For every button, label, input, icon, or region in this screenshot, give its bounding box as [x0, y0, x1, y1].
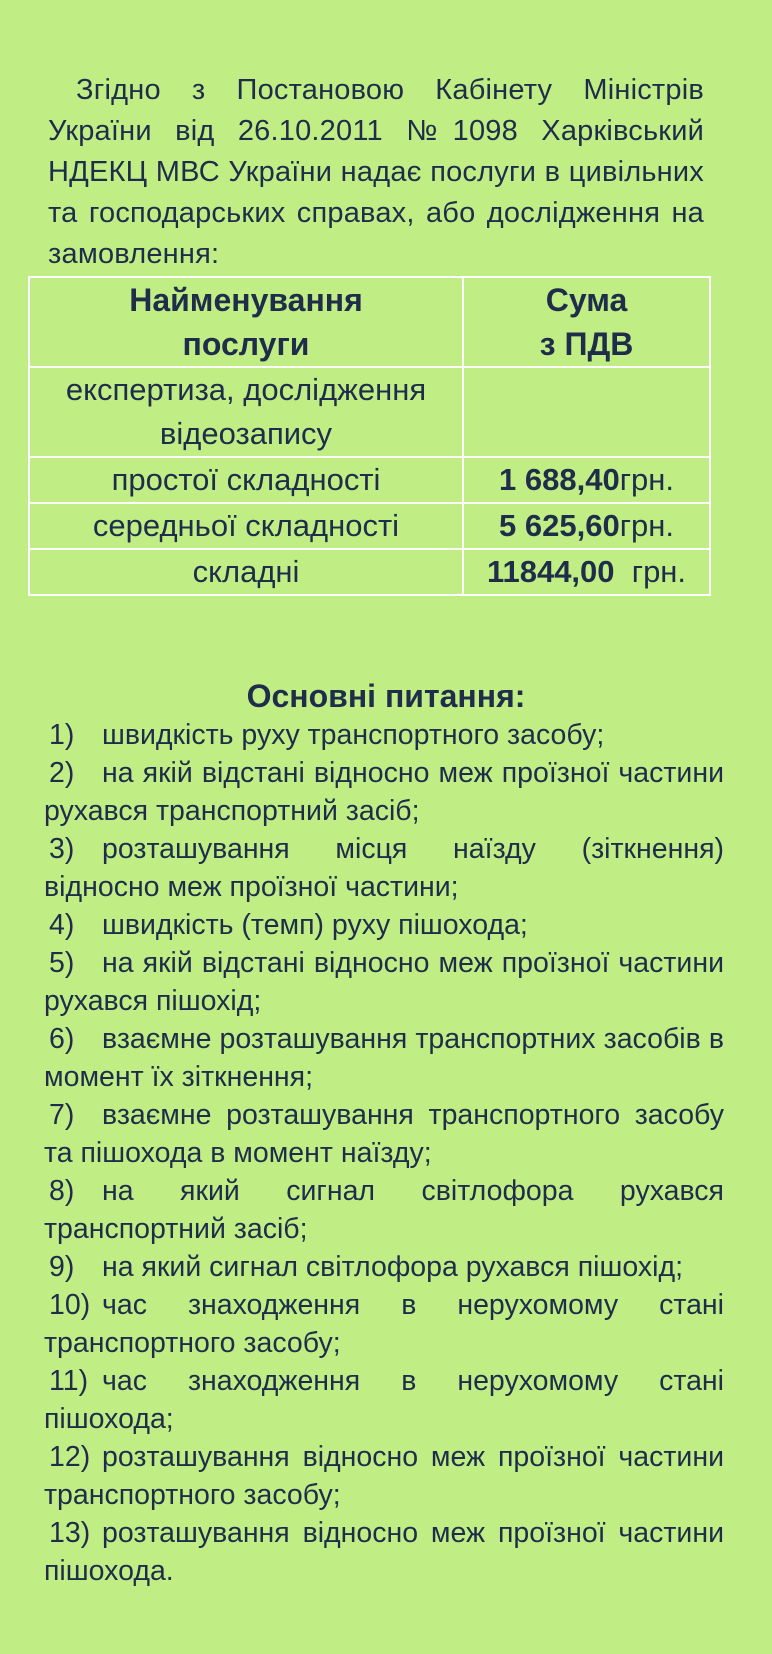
row-price [463, 549, 710, 595]
price-unit: грн. [614, 554, 687, 589]
table-header-row [29, 277, 710, 367]
intro-line: Згідно з Постановою Кабінету Міністрів України [48, 74, 704, 147]
item-text: розташування відносно меж проїзної частини пішохода. [44, 1517, 724, 1587]
item-number: 4) [49, 909, 75, 941]
list-item [44, 754, 724, 830]
list-item [44, 1020, 724, 1096]
item-number: 11) [49, 1365, 89, 1397]
row-name: середньої складності [29, 503, 463, 549]
list-item [44, 1172, 724, 1248]
price-value: 11844,00 [486, 554, 615, 589]
header-sum-line: Сума [545, 282, 628, 318]
item-text: на який сигнал світлофора рухався транспортний засіб; [44, 1175, 724, 1245]
row-price [463, 503, 710, 549]
list-item [44, 1362, 724, 1438]
header-service-line: послуги [182, 326, 310, 362]
header-service-line: Найменування [129, 282, 363, 318]
group-title [29, 367, 463, 457]
price-table [28, 276, 711, 596]
intro-line: господарських справах, або дослідження на [88, 197, 704, 229]
row-name: простої складності [29, 457, 463, 503]
item-number: 2) [49, 757, 75, 789]
item-number: 5) [49, 947, 75, 979]
list-item [44, 944, 724, 1020]
item-text: взаємне розташування транспортного засобу та пішохода в момент наїзду; [44, 1099, 724, 1169]
price-unit: грн. [619, 462, 674, 497]
item-text: розташування відносно меж проїзної частини транспортного засобу; [44, 1441, 724, 1511]
table-row [29, 549, 710, 595]
list-item [44, 1438, 724, 1514]
item-number: 1) [49, 719, 75, 751]
item-text: швидкість (темп) руху пішохода; [102, 909, 528, 941]
item-text: на якій відстані відносно меж проїзної частини рухався транспортний засіб; [44, 757, 724, 827]
item-text: на який сигнал світлофора рухався пішохід; [102, 1251, 684, 1283]
intro-line: України надає послуги в цивільних та [48, 156, 704, 229]
intro-line: від 26.10.2011 №1098 Харківський НДЕКЦ МВС [48, 115, 704, 188]
header-sum [463, 277, 710, 367]
item-text: час знаходження в нерухомому стані пішохода; [44, 1365, 724, 1435]
group-empty-cell [463, 367, 710, 457]
item-text: розташування місця наїзду (зіткнення) відносно меж проїзної частини; [44, 833, 724, 903]
item-text: на якій відстані відносно меж проїзної частини рухався пішохід; [44, 947, 724, 1017]
table-row [29, 503, 710, 549]
item-text: взаємне розташування транспортних засобів в момент їх зіткнення; [44, 1023, 724, 1093]
list-item [44, 1286, 724, 1362]
header-sum-line: з ПДВ [539, 326, 634, 362]
item-number: 13) [49, 1517, 91, 1549]
price-value: 5 625,60 [499, 508, 620, 543]
item-number: 7) [49, 1099, 75, 1131]
list-item [44, 716, 724, 754]
row-name: складні [29, 549, 463, 595]
item-text: швидкість руху транспортного засобу; [102, 719, 605, 751]
item-number: 12) [49, 1441, 91, 1473]
list-item [44, 1096, 724, 1172]
group-title-line: відеозапису [159, 416, 333, 451]
item-number: 10) [49, 1289, 91, 1321]
list-item [44, 906, 724, 944]
price-value: 1 688,40 [499, 462, 620, 497]
table-group-row [29, 367, 710, 457]
list-item [44, 830, 724, 906]
item-number: 6) [49, 1023, 75, 1055]
issues-list [44, 716, 724, 1590]
intro-paragraph [48, 70, 704, 275]
row-price [463, 457, 710, 503]
group-title-line: експертиза, дослідження [65, 372, 427, 407]
list-item [44, 1514, 724, 1590]
item-number: 3) [49, 833, 75, 865]
table-row [29, 457, 710, 503]
item-number: 8) [49, 1175, 75, 1207]
price-unit: грн. [619, 508, 674, 543]
list-item [44, 1248, 724, 1286]
section-title: Основні питання: [246, 678, 526, 714]
intro-line: замовлення: [48, 238, 220, 270]
item-number: 9) [49, 1251, 75, 1283]
item-text: час знаходження в нерухомому стані транспортного засобу; [44, 1289, 724, 1359]
header-service-name [29, 277, 463, 367]
